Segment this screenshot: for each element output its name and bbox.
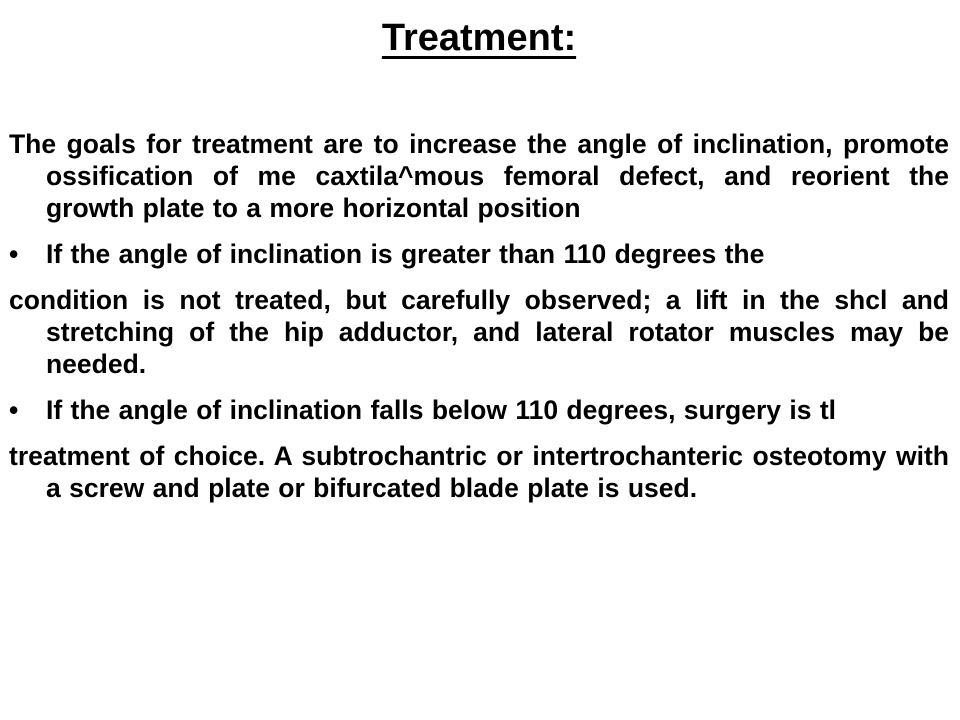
bullet-icon: • xyxy=(9,395,19,425)
bullet-text: If the angle of inclination is greater than 110 degrees the xyxy=(46,239,765,269)
paragraph-text: condition is not treated, but carefully observed; a lift in the shcl and stretching of the hip adductor, and lateral rotator muscles may be needed. xyxy=(9,285,949,379)
paragraph-goals xyxy=(9,128,949,224)
slide-body xyxy=(9,128,949,504)
slide-title: Treatment: xyxy=(381,17,577,59)
paragraph-text: The goals for treatment are to increase the angle of inclination, promote ossification of me caxtila^mous femoral defect, and reorient the growth plate to a more horizontal position xyxy=(9,129,949,223)
bullet-item-below-110 xyxy=(9,394,949,426)
paragraph-condition-not-treated xyxy=(9,284,949,380)
paragraph-text: treatment of choice. A subtrochantric or intertrochanteric osteotomy with a screw and plate or bifurcated blade plate is used. xyxy=(9,441,949,503)
bullet-text: If the angle of inclination falls below 110 degrees, surgery is tl xyxy=(46,395,837,425)
bullet-item-greater-than-110 xyxy=(9,238,949,270)
paragraph-treatment-of-choice xyxy=(9,440,949,504)
bullet-icon: • xyxy=(9,239,19,269)
